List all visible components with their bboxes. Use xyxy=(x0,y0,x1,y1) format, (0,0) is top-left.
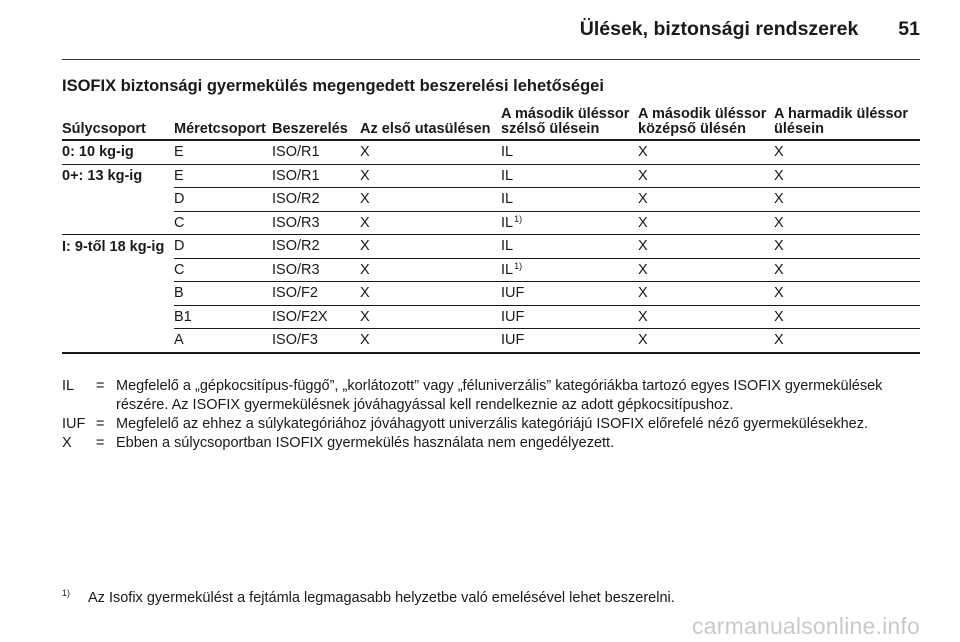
weight-group-cell xyxy=(62,258,174,282)
legend-key: IL xyxy=(62,378,75,394)
col-header-front-seat: Az első utasülésen xyxy=(360,106,501,140)
front-seat-cell: X xyxy=(360,258,501,282)
third-row-cell: X xyxy=(774,305,920,329)
weight-group-cell: 0+: 13 kg-ig xyxy=(62,168,143,184)
fixture-cell: ISO/R3 xyxy=(272,211,360,235)
second-row-outer-cell: IL xyxy=(501,140,638,164)
col-header-size-class: Méretcsoport xyxy=(174,106,272,140)
table-row xyxy=(62,211,920,235)
legend-equals: = xyxy=(96,416,105,432)
second-row-outer-cell: IL$^{1)}$ xyxy=(501,258,638,282)
front-seat-cell: X xyxy=(360,188,501,212)
weight-group-cell xyxy=(62,329,174,353)
page-number: 51 xyxy=(898,18,920,40)
fixture-cell: ISO/R3 xyxy=(272,258,360,282)
size-class-cell: E xyxy=(174,140,272,164)
size-class-cell: B xyxy=(174,282,272,306)
size-class-cell: D xyxy=(174,188,272,212)
second-row-outer-cell: IUF xyxy=(501,305,638,329)
legend-item xyxy=(62,377,920,415)
front-seat-cell: X xyxy=(360,305,501,329)
footnote-ref: 1) xyxy=(514,260,523,271)
col-header-fixture: Beszerelés xyxy=(272,106,360,140)
second-row-outer-cell: IL xyxy=(501,164,638,188)
legend xyxy=(62,377,920,453)
fixture-cell: ISO/F2X xyxy=(272,305,360,329)
col-header-third-row: A harmadik üléssor ülésein xyxy=(774,106,920,140)
legend-item xyxy=(62,434,920,453)
second-row-outer-cell: IUF xyxy=(501,329,638,353)
weight-group-cell xyxy=(62,305,174,329)
legend-key: X xyxy=(62,435,72,451)
legend-text: Ebben a súlycsoportban ISOFIX gyermekülés használata nem engedélyezett. xyxy=(116,435,615,451)
third-row-cell: X xyxy=(774,258,920,282)
size-class-cell: C xyxy=(174,258,272,282)
table-row xyxy=(62,329,920,353)
legend-equals: = xyxy=(96,435,105,451)
second-row-middle-cell: X xyxy=(638,140,774,164)
third-row-cell: X xyxy=(774,188,920,212)
third-row-cell: X xyxy=(774,235,920,259)
second-row-outer-cell: IL$^{1)}$ xyxy=(501,211,638,235)
front-seat-cell: X xyxy=(360,329,501,353)
watermark: carmanualsonline.info xyxy=(692,613,920,639)
table-body xyxy=(62,140,920,353)
fixture-cell: ISO/R2 xyxy=(272,188,360,212)
third-row-cell: X xyxy=(774,282,920,306)
footnote-text: Az Isofix gyermekülést a fejtámla legmagasabb helyzetbe való emelésével lehet beszerelni. xyxy=(88,590,675,606)
legend-text: Megfelelő az ehhez a súlykategóriához jóváhagyott univerzális kategóriájú ISOFIX előrefelé néző gyermekülésekhez. xyxy=(116,416,869,432)
second-row-middle-cell: X xyxy=(638,258,774,282)
fixture-cell: ISO/R1 xyxy=(272,164,360,188)
table-row xyxy=(62,164,920,188)
second-row-middle-cell: X xyxy=(638,235,774,259)
size-class-cell: A xyxy=(174,329,272,353)
front-seat-cell: X xyxy=(360,164,501,188)
third-row-cell: X xyxy=(774,329,920,353)
fixture-cell: ISO/R2 xyxy=(272,235,360,259)
legend-key: IUF xyxy=(62,416,86,432)
weight-group-cell: I: 9-től 18 kg-ig xyxy=(62,238,165,255)
weight-group-cell xyxy=(62,282,174,306)
legend-equals: = xyxy=(96,378,105,394)
size-class-cell: D xyxy=(174,235,272,259)
second-row-middle-cell: X xyxy=(638,329,774,353)
second-row-middle-cell: X xyxy=(638,164,774,188)
header-rule xyxy=(62,59,920,60)
fixture-cell: ISO/F2 xyxy=(272,282,360,306)
size-class-cell: C xyxy=(174,211,272,235)
second-row-outer-cell: IUF xyxy=(501,282,638,306)
front-seat-cell: X xyxy=(360,211,501,235)
weight-group-cell xyxy=(62,188,174,212)
table-row xyxy=(62,235,920,259)
table-row xyxy=(62,188,920,212)
second-row-middle-cell: X xyxy=(638,211,774,235)
fixture-cell: ISO/R1 xyxy=(272,140,360,164)
col-header-second-row-middle: A második üléssor középső ülésén xyxy=(638,106,774,140)
legend-text: Megfelelő a „gépkocsitípus-függő”, „korlátozott” vagy „féluniverzális” kategóriákba tartozó egyes ISOFIX gyermekülések részére. Az ISOFIX gyermekülésnek jóváhagyással kell rendelkeznie az adott gépkocsitípushoz. xyxy=(116,378,883,413)
footnote-mark: 1) xyxy=(62,588,71,598)
third-row-cell: X xyxy=(774,164,920,188)
table-row xyxy=(62,282,920,306)
col-header-weight-group: Súlycsoport xyxy=(62,106,174,140)
front-seat-cell: X xyxy=(360,235,501,259)
size-class-cell: E xyxy=(174,164,272,188)
fixture-cell: ISO/F3 xyxy=(272,329,360,353)
col-header-second-row-outer: A második üléssor szélső ülésein xyxy=(501,106,638,140)
page-header xyxy=(580,18,920,41)
table-header-row xyxy=(62,106,920,140)
isofix-table xyxy=(62,106,920,354)
second-row-middle-cell: X xyxy=(638,305,774,329)
third-row-cell: X xyxy=(774,140,920,164)
table-row xyxy=(62,258,920,282)
weight-group-cell xyxy=(62,211,174,235)
page-header-title: Ülések, biztonsági rendszerek xyxy=(579,18,859,40)
legend-item xyxy=(62,415,920,434)
table-row xyxy=(62,140,920,164)
weight-group-cell: 0: 10 kg-ig xyxy=(62,140,174,164)
footnote xyxy=(62,590,675,606)
size-class-cell: B1 xyxy=(174,305,272,329)
front-seat-cell: X xyxy=(360,140,501,164)
third-row-cell: X xyxy=(774,211,920,235)
second-row-outer-cell: IL xyxy=(501,235,638,259)
second-row-outer-cell: IL xyxy=(501,188,638,212)
second-row-middle-cell: X xyxy=(638,188,774,212)
footnote-ref: 1) xyxy=(514,213,523,224)
second-row-middle-cell: X xyxy=(638,282,774,306)
section-title: ISOFIX biztonsági gyermekülés megengedett beszerelési lehetőségei xyxy=(62,77,604,95)
front-seat-cell: X xyxy=(360,282,501,306)
table-row xyxy=(62,305,920,329)
